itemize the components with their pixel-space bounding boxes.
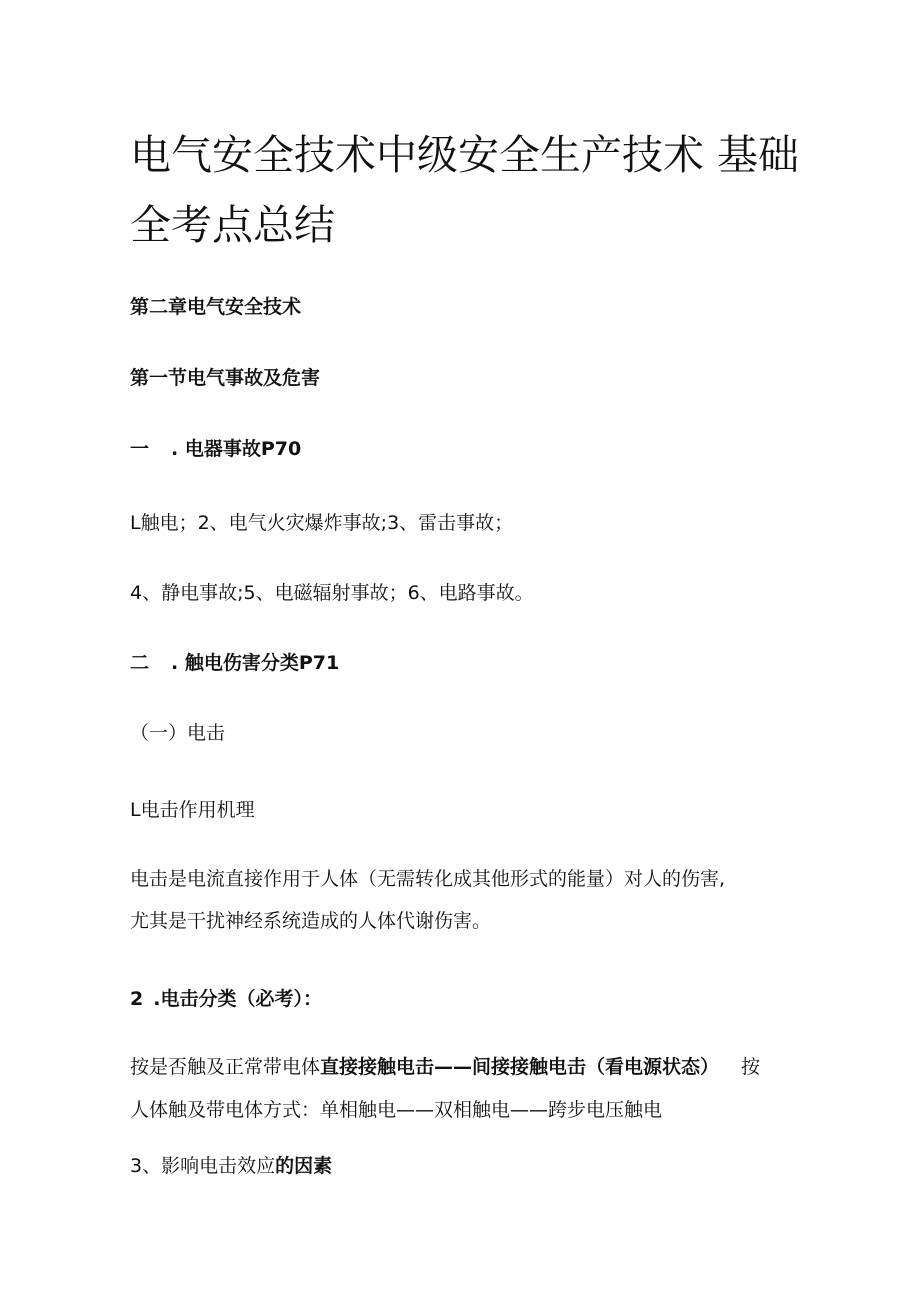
classification-criterion-2-start: 按 <box>741 1056 761 1078</box>
document-title: 电气安全技术中级安全生产技术 基础全考点总结 <box>130 131 800 249</box>
classification-direct-indirect: 直接接触电击——间接接触电击（看电源状态） <box>320 1056 720 1078</box>
item-shock-classification <box>130 986 322 1012</box>
item-shock-effect-factors <box>130 1153 332 1179</box>
heading-number: 二 <box>130 652 150 674</box>
classification-criterion-1: 按是否触及正常带电体 <box>130 1056 321 1078</box>
item-text-regular: 3、影响电击效应 <box>130 1155 276 1177</box>
paragraph-classification-line-1 <box>130 1054 760 1080</box>
item-shock-mechanism: L电击作用机理 <box>130 799 255 821</box>
paragraph-shock-line-2: 尤其是干扰神经系统造成的人体代谢伤害。 <box>130 910 492 932</box>
chapter-heading: 第二章电气安全技术 <box>130 296 302 318</box>
heading-shock-injury-types <box>130 650 339 676</box>
heading-text: . 触电伤害分类P71 <box>171 652 340 674</box>
subheading-electric-shock: （一）电击 <box>130 722 226 744</box>
item-text: .电击分类（必考）： <box>153 988 322 1010</box>
accident-list-line-1: L触电；2、电气火灾爆炸事故;3、雷击事故； <box>130 512 514 534</box>
section-heading: 第一节电气事故及危害 <box>130 367 321 389</box>
item-number: 2 <box>130 988 144 1010</box>
paragraph-shock-line-1: 电击是电流直接作用于人体（无需转化成其他形式的能量）对人的伤害, <box>130 868 726 890</box>
item-text-bold: 的因素 <box>275 1155 333 1177</box>
heading-electrical-accidents <box>130 436 301 462</box>
heading-number: 一 <box>130 438 150 460</box>
accident-list-line-2: 4、静电事故;5、电磁辐射事故；6、电路事故。 <box>130 582 534 604</box>
paragraph-classification-line-2: 人体触及带电体方式：单相触电——双相触电——跨步电压触电 <box>130 1099 663 1121</box>
heading-text: . 电器事故P70 <box>171 438 302 460</box>
